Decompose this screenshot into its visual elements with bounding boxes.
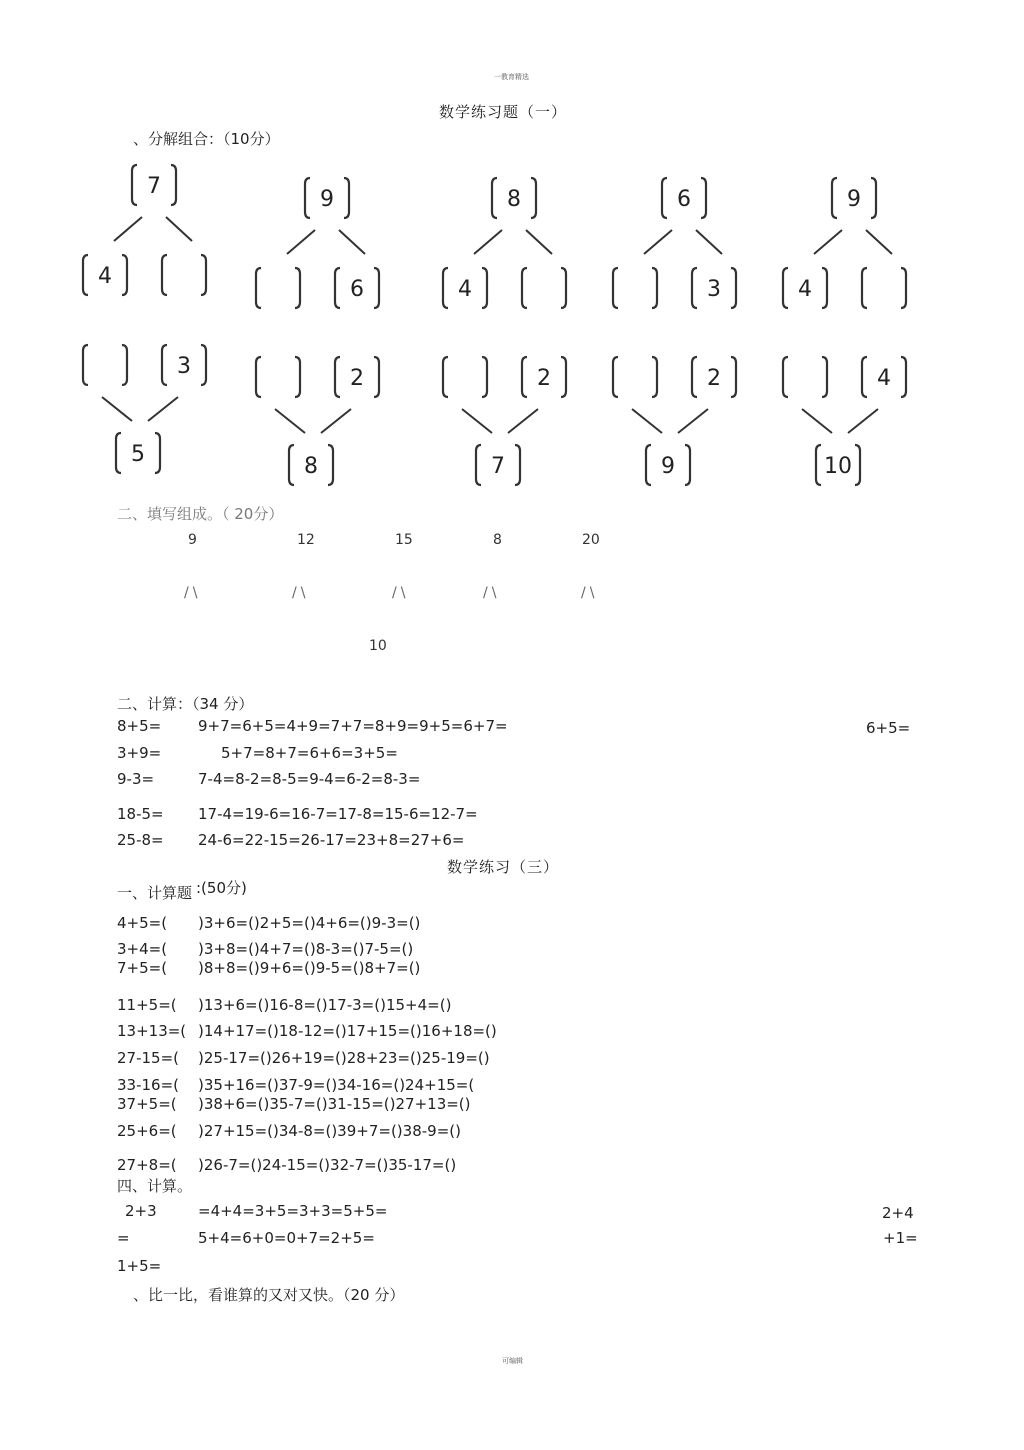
- fill-line-start: 13+13=(: [117, 1022, 187, 1040]
- fill-line-rest: )3+8=()4+7=()8-3=()7-5=(): [198, 940, 414, 958]
- compose-number: 12: [297, 532, 315, 548]
- bracket-left: [289, 445, 294, 485]
- branch-line: [526, 230, 552, 254]
- calc-line-rest: 17-4=19-6=16-7=17-8=15-6=12-7=: [198, 805, 478, 823]
- bracket-right: [561, 268, 566, 308]
- bracket-left: [256, 268, 261, 308]
- bracket-left: [476, 445, 481, 485]
- bracket-left: [832, 178, 837, 218]
- branch-line: [339, 230, 365, 254]
- fill-line-start: 7+5=(: [117, 959, 168, 977]
- fill-line-start: 11+5=(: [117, 996, 177, 1014]
- bracket-left: [335, 357, 340, 397]
- bracket-right: [171, 165, 176, 205]
- decomposition-trees: [0, 0, 1024, 500]
- bracket-right: [901, 268, 906, 308]
- split-left-number: 4: [98, 264, 112, 289]
- split-top-number: 9: [320, 187, 334, 212]
- bracket-left: [646, 445, 651, 485]
- fill-line-start: 27+8=(: [117, 1156, 177, 1174]
- combine-right-number: 3: [177, 354, 191, 379]
- fill-line-rest: )14+17=()18-12=()17+15=()16+18=(): [198, 1022, 497, 1040]
- calc-line-rest: 7-4=8-2=8-5=9-4=6-2=8-3=: [198, 770, 421, 788]
- bracket-left: [522, 268, 527, 308]
- bracket-right: [685, 445, 690, 485]
- bracket-right: [822, 357, 827, 397]
- bracket-right: [344, 178, 349, 218]
- calc4-line2-end: +1=: [883, 1229, 918, 1247]
- bracket-right: [652, 357, 657, 397]
- branch-line: [102, 397, 132, 421]
- bracket-left: [613, 357, 618, 397]
- branch-line: [848, 409, 878, 433]
- bracket-right: [731, 268, 736, 308]
- section-2-heading: 二、填写组成。（ 20分）: [117, 505, 284, 523]
- calc4-line3: 1+5=: [117, 1257, 162, 1275]
- bracket-left: [783, 268, 788, 308]
- split-right-number: 6: [350, 277, 364, 302]
- bracket-left: [116, 433, 121, 473]
- split-top-number: 9: [847, 187, 861, 212]
- fill-line-start: 25+6=(: [117, 1122, 177, 1140]
- calc-line-rest: 5+7=8+7=6+6=3+5=: [221, 744, 398, 762]
- combine-bottom-number: 7: [491, 454, 505, 479]
- bracket-right: [822, 268, 827, 308]
- bracket-left: [613, 268, 618, 308]
- fill-line-rest: )13+6=()16-8=()17-3=()15+4=(): [198, 996, 452, 1014]
- bracket-left: [862, 357, 867, 397]
- calc4-line1-start: 2+3: [125, 1202, 157, 1220]
- branch-line: [632, 409, 662, 433]
- fill-line-rest: )25-17=()26+19=()28+23=()25-19=(): [198, 1049, 490, 1067]
- branch-line: [814, 230, 842, 254]
- bracket-right: [531, 178, 536, 218]
- bracket-left: [492, 178, 497, 218]
- bracket-right: [122, 255, 127, 295]
- fill-line-rest: )35+16=()37-9=()34-16=()24+15=(: [198, 1076, 475, 1094]
- combine-right-number: 4: [877, 366, 891, 391]
- calc-line-rest: 24-6=22-15=26-17=23+8=27+6=: [198, 831, 465, 849]
- bracket-left: [692, 357, 697, 397]
- calc-line-end: 6+5=: [866, 719, 911, 737]
- bracket-right: [295, 268, 300, 308]
- calc4-line1-rest: =4+4=3+5=3+3=5+5=: [198, 1202, 388, 1220]
- bracket-right: [482, 268, 487, 308]
- section-3-heading: 二、计算：（34 分）: [117, 695, 254, 713]
- branch-line: [287, 230, 315, 254]
- bracket-left: [256, 357, 261, 397]
- bracket-left: [335, 268, 340, 308]
- bracket-left: [83, 255, 88, 295]
- bracket-right: [155, 433, 160, 473]
- bracket-right: [731, 357, 736, 397]
- bracket-right: [871, 178, 876, 218]
- compose-number: 15: [395, 532, 413, 548]
- compose-branch: /\: [184, 585, 202, 601]
- calc-line-start: 8+5=: [117, 717, 162, 735]
- footer-note: 可编辑: [502, 1357, 523, 1365]
- bracket-right: [374, 268, 379, 308]
- fill-line-start: 4+5=(: [117, 914, 168, 932]
- fill-line-start: 33-16=(: [117, 1076, 180, 1094]
- bracket-left: [132, 165, 137, 205]
- bracket-right: [652, 268, 657, 308]
- calc-line-start: 9-3=: [117, 770, 155, 788]
- branch-line: [866, 230, 892, 254]
- branch-line: [462, 409, 492, 433]
- bracket-left: [662, 178, 667, 218]
- bracket-left: [83, 345, 88, 385]
- branch-line: [678, 409, 708, 433]
- split-top-number: 8: [507, 187, 521, 212]
- fill-line-rest: )26-7=()24-15=()32-7=()35-17=(): [198, 1156, 457, 1174]
- bracket-left: [522, 357, 527, 397]
- combine-right-number: 2: [707, 366, 721, 391]
- bracket-right: [855, 445, 860, 485]
- calc-line-start: 25-8=: [117, 831, 164, 849]
- bracket-right: [482, 357, 487, 397]
- bracket-left: [862, 268, 867, 308]
- fill-line-start: 3+4=(: [117, 940, 168, 958]
- bracket-left: [162, 345, 167, 385]
- bracket-left: [305, 178, 310, 218]
- compose-branch: /\: [392, 585, 410, 601]
- calc-line-rest: 9+7=6+5=4+9=7+7=8+9=9+5=6+7=: [198, 717, 508, 735]
- calc-line-start: 18-5=: [117, 805, 164, 823]
- header-note: 一教育精选: [494, 73, 529, 81]
- section-4-score: :(50分): [196, 879, 247, 897]
- section-4-heading: 一、计算题: [117, 884, 193, 902]
- compose-number: 20: [582, 532, 600, 548]
- bracket-left: [692, 268, 697, 308]
- bracket-right: [122, 345, 127, 385]
- compose-number: 8: [493, 532, 502, 548]
- branch-line: [321, 409, 351, 433]
- section-1-heading: 、分解组合：（10分）: [133, 130, 280, 148]
- branch-line: [474, 230, 502, 254]
- split-top-number: 7: [147, 174, 161, 199]
- combine-bottom-number: 5: [131, 442, 145, 467]
- compose-extra-number: 10: [369, 638, 387, 654]
- fill-line-rest: )3+6=()2+5=()4+6=()9-3=(): [198, 914, 421, 932]
- bracket-right: [201, 345, 206, 385]
- bracket-right: [701, 178, 706, 218]
- bracket-right: [295, 357, 300, 397]
- compose-branch: /\: [483, 585, 501, 601]
- branch-line: [696, 230, 722, 254]
- bracket-left: [443, 357, 448, 397]
- section-6-heading: 、比一比，看谁算的又对又快。（20 分）: [133, 1286, 405, 1304]
- compose-number: 9: [188, 532, 197, 548]
- combine-right-number: 2: [537, 366, 551, 391]
- branch-line: [644, 230, 672, 254]
- bracket-right: [201, 255, 206, 295]
- split-left-number: 4: [458, 277, 472, 302]
- fill-line-rest: )27+15=()34-8=()39+7=()38-9=(): [198, 1122, 461, 1140]
- branch-line: [166, 217, 192, 241]
- branch-line: [275, 409, 305, 433]
- calc4-line1-end: 2+4: [882, 1204, 914, 1222]
- combine-bottom-number: 10: [824, 454, 852, 479]
- split-right-number: 3: [707, 277, 721, 302]
- bracket-left: [816, 445, 821, 485]
- branch-line: [802, 409, 832, 433]
- fill-line-rest: )8+8=()9+6=()9-5=()8+7=(): [198, 959, 421, 977]
- bracket-right: [328, 445, 333, 485]
- combine-right-number: 2: [350, 366, 364, 391]
- compose-branch: /\: [292, 585, 310, 601]
- calc4-line2-rest: 5+4=6+0=0+7=2+5=: [198, 1229, 375, 1247]
- fill-line-rest: )38+6=()35-7=()31-15=()27+13=(): [198, 1095, 471, 1113]
- branch-line: [508, 409, 538, 433]
- combine-bottom-number: 9: [661, 454, 675, 479]
- calc-line-start: 3+9=: [117, 744, 162, 762]
- bracket-right: [374, 357, 379, 397]
- bracket-left: [443, 268, 448, 308]
- bracket-left: [162, 255, 167, 295]
- fill-line-start: 27-15=(: [117, 1049, 180, 1067]
- page-title-1: 数学练习题（一）: [439, 103, 568, 121]
- section-5-heading: 四、计算。: [117, 1177, 193, 1195]
- split-left-number: 4: [798, 277, 812, 302]
- split-top-number: 6: [677, 187, 691, 212]
- compose-branch: /\: [581, 585, 599, 601]
- bracket-right: [561, 357, 566, 397]
- bracket-right: [515, 445, 520, 485]
- page-title-2: 数学练习（三）: [447, 858, 560, 876]
- calc4-line2-start: =: [117, 1229, 130, 1247]
- branch-line: [148, 397, 178, 421]
- bracket-left: [783, 357, 788, 397]
- bracket-right: [901, 357, 906, 397]
- combine-bottom-number: 8: [304, 454, 318, 479]
- branch-line: [114, 217, 142, 241]
- fill-line-start: 37+5=(: [117, 1095, 177, 1113]
